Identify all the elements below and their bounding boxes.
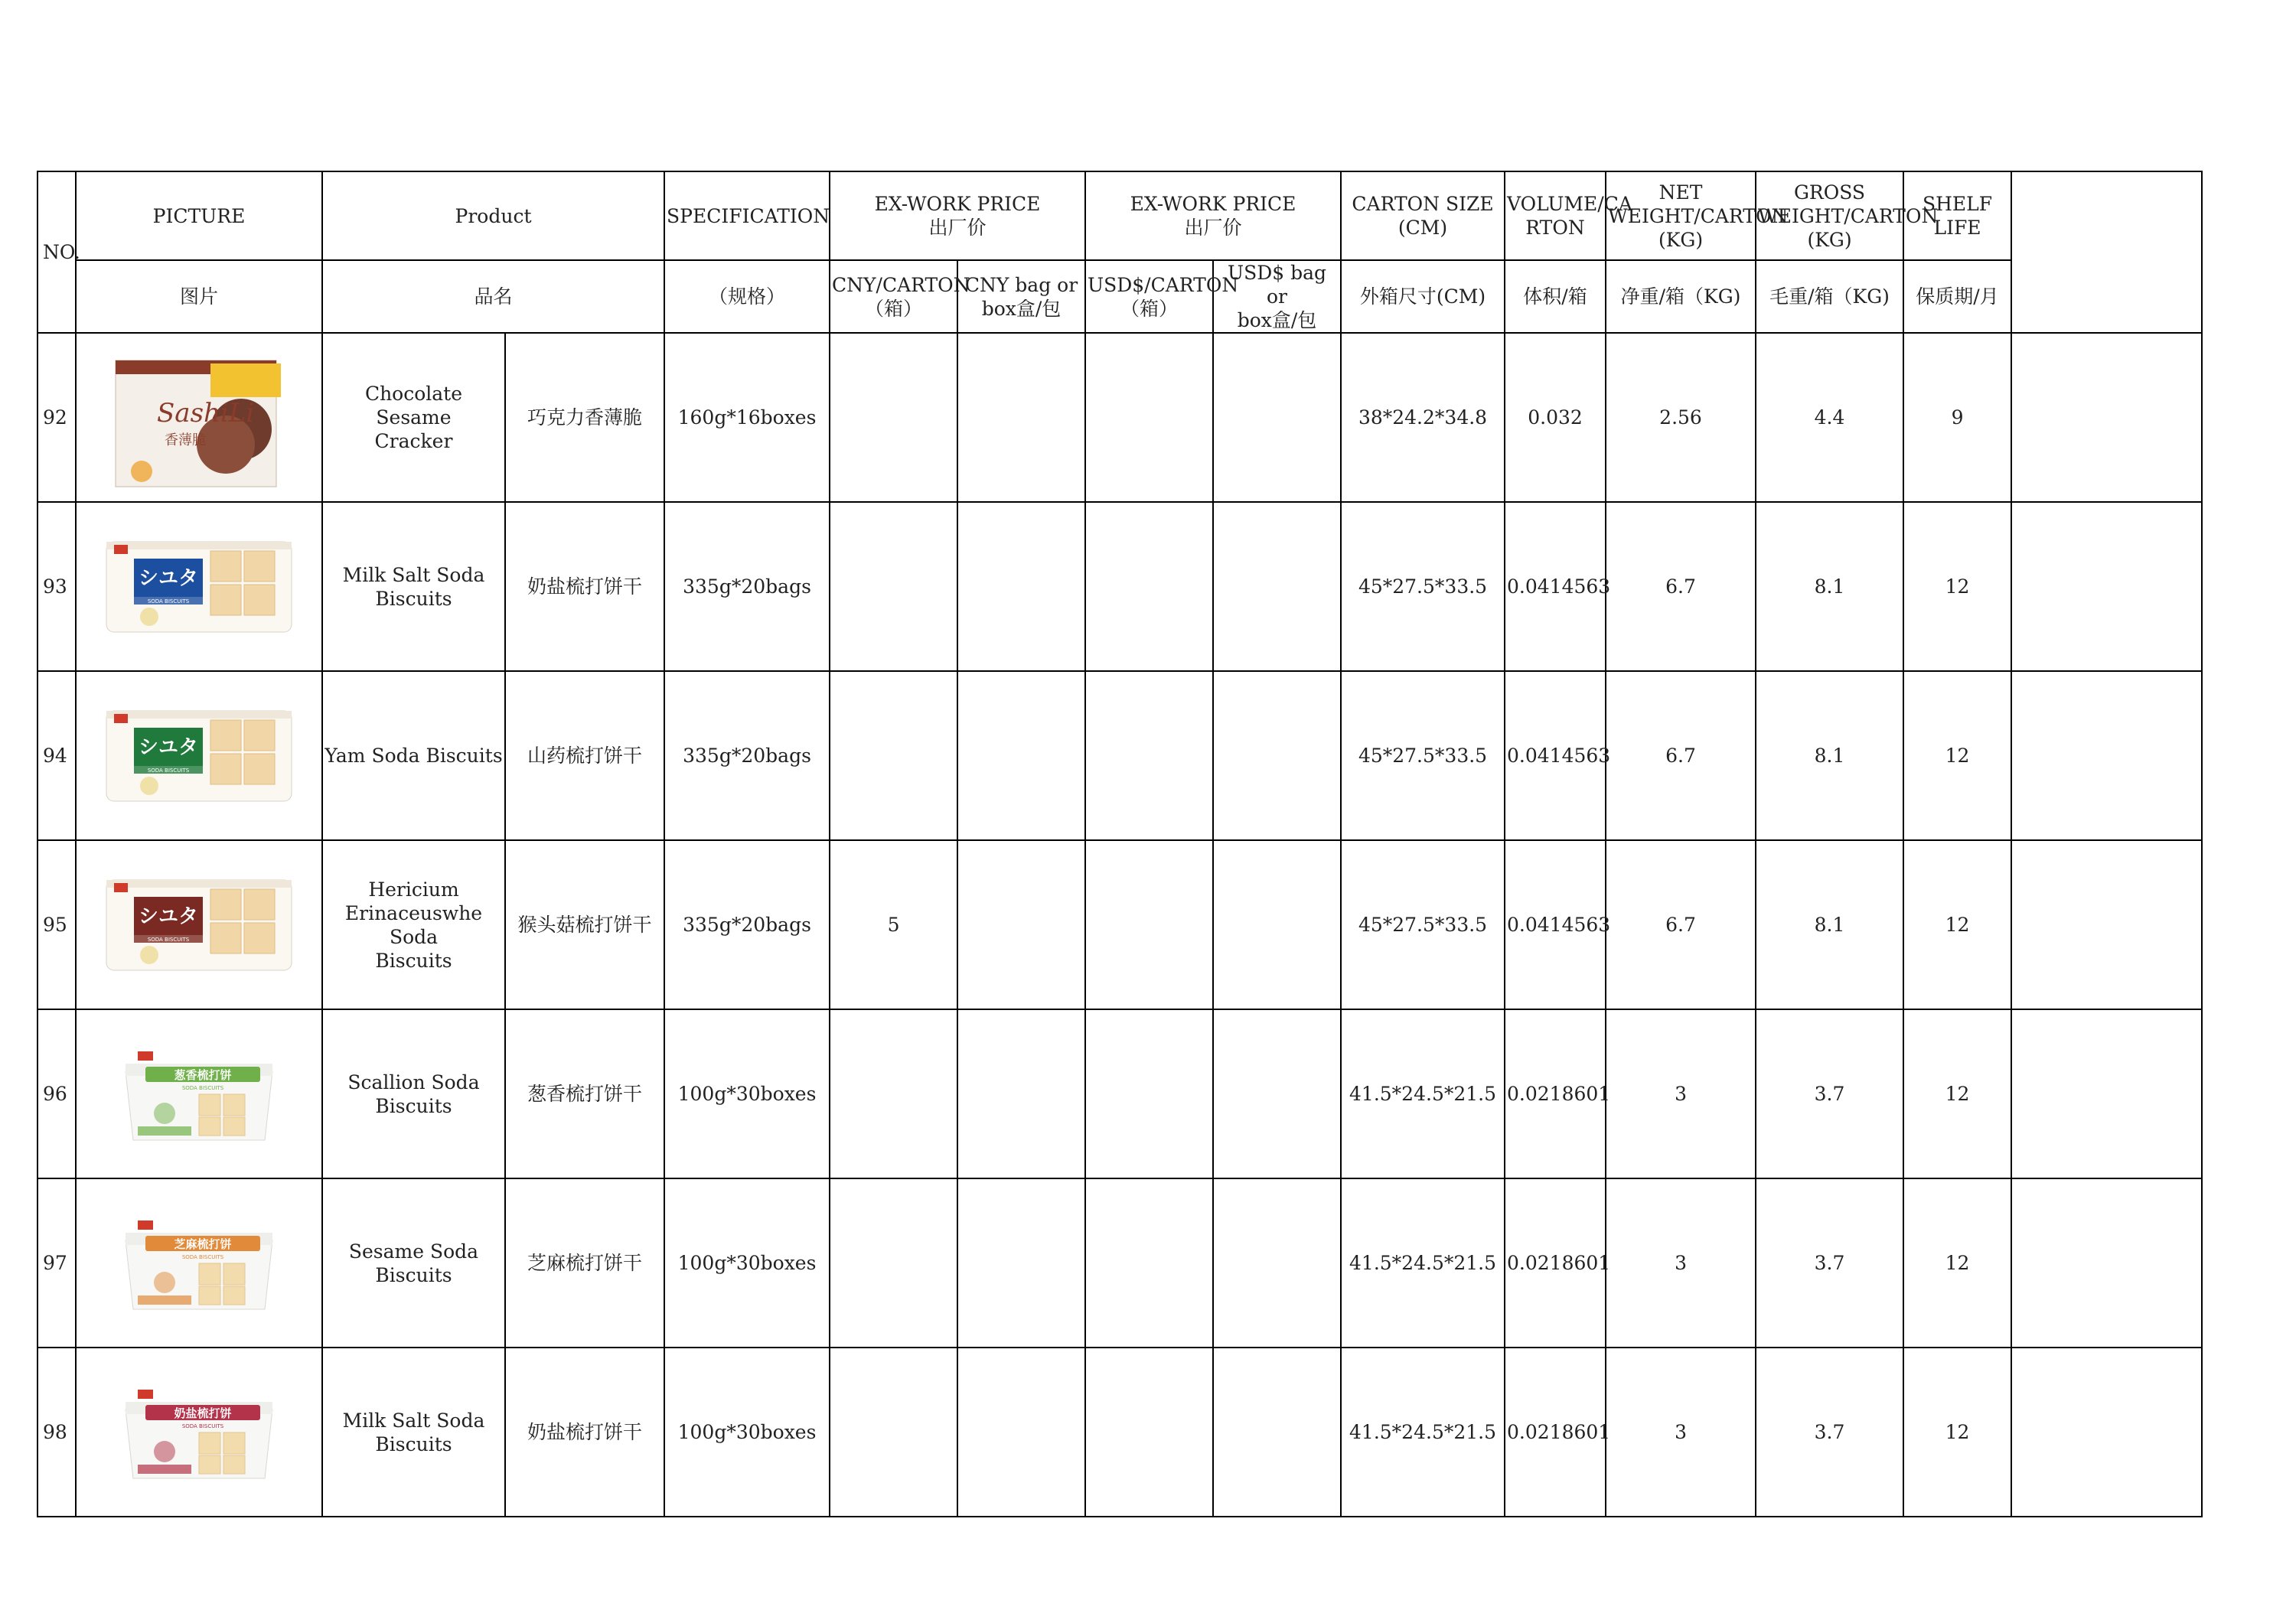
cell-cny-carton <box>830 671 957 840</box>
cell-blank <box>2011 333 2202 502</box>
cell-carton-size: 41.5*24.5*21.5 <box>1341 1009 1505 1178</box>
header-usd-carton: USD$/CARTON （箱） <box>1085 260 1213 333</box>
svg-text:SashiLi: SashiLi <box>157 397 255 429</box>
cell-shelf-life: 12 <box>1903 671 2011 840</box>
header-gross-weight: GROSS WEIGHT/CARTON (KG) <box>1756 171 1903 260</box>
cell-spec: 335g*20bags <box>664 671 830 840</box>
cell-product-en: Milk Salt Soda Biscuits <box>322 1348 505 1517</box>
cell-spec: 100g*30boxes <box>664 1009 830 1178</box>
cell-cny-bag <box>957 502 1085 671</box>
cell-cny-carton <box>830 1348 957 1517</box>
cell-carton-size: 45*27.5*33.5 <box>1341 671 1505 840</box>
cell-volume: 0.0218601 <box>1505 1009 1606 1178</box>
svg-text:シユタ: シユタ <box>138 735 199 759</box>
table-row <box>38 671 2202 840</box>
cell-blank <box>2011 671 2202 840</box>
cell-net-weight: 6.7 <box>1606 840 1756 1009</box>
svg-text:葱香梳打饼: 葱香梳打饼 <box>174 1067 232 1082</box>
cell-spec: 100g*30boxes <box>664 1348 830 1517</box>
cell-shelf-life: 12 <box>1903 1178 2011 1348</box>
header-blank <box>2011 171 2202 333</box>
header-product-cn: 品名 <box>322 260 664 333</box>
cell-usd-bag <box>1213 1178 1341 1348</box>
cell-shelf-life: 12 <box>1903 1348 2011 1517</box>
svg-text:SODA BISCUITS: SODA BISCUITS <box>181 1084 224 1091</box>
cell-spec: 335g*20bags <box>664 502 830 671</box>
header-carton-cn: 外箱尺寸(CM) <box>1341 260 1505 333</box>
cell-product-cn: 猴头菇梳打饼干 <box>505 840 664 1009</box>
product-tray-image <box>115 1379 283 1486</box>
table-row <box>38 1348 2202 1517</box>
product-tray-image <box>115 1210 283 1317</box>
cell-gross-weight: 3.7 <box>1756 1009 1903 1178</box>
header-product: Product <box>322 171 664 260</box>
cell-cny-carton <box>830 1009 957 1178</box>
cell-net-weight: 6.7 <box>1606 502 1756 671</box>
header-picture-cn: 图片 <box>76 260 322 333</box>
product-bag-image <box>103 875 295 975</box>
cell-product-cn: 巧克力香薄脆 <box>505 333 664 502</box>
cell-carton-size: 38*24.2*34.8 <box>1341 333 1505 502</box>
product-bag-image <box>103 537 295 637</box>
cell-spec: 335g*20bags <box>664 840 830 1009</box>
cell-carton-size: 41.5*24.5*21.5 <box>1341 1178 1505 1348</box>
header-net-weight: NET WEIGHT/CARTON (KG) <box>1606 171 1756 260</box>
table-row <box>38 333 2202 502</box>
svg-text:SODA BISCUITS: SODA BISCUITS <box>181 1423 224 1429</box>
cell-volume: 0.0414563 <box>1505 840 1606 1009</box>
header-net-cn: 净重/箱（KG) <box>1606 260 1756 333</box>
cell-shelf-life: 12 <box>1903 1009 2011 1178</box>
cell-gross-weight: 8.1 <box>1756 502 1903 671</box>
cell-blank <box>2011 1178 2202 1348</box>
cell-shelf-life: 12 <box>1903 840 2011 1009</box>
product-tray-image <box>115 1041 283 1148</box>
header-gross-cn: 毛重/箱（KG) <box>1756 260 1903 333</box>
cell-product-en: Hericium Erinaceuswhe Soda Biscuits <box>322 840 505 1009</box>
table-row <box>38 1178 2202 1348</box>
cell-usd-carton <box>1085 840 1213 1009</box>
cell-usd-bag <box>1213 502 1341 671</box>
cell-volume: 0.0414563 <box>1505 502 1606 671</box>
cell-product-en: Milk Salt Soda Biscuits <box>322 502 505 671</box>
svg-text:芝麻梳打饼: 芝麻梳打饼 <box>174 1237 232 1251</box>
cell-picture <box>76 671 322 840</box>
cell-usd-carton <box>1085 1178 1213 1348</box>
svg-text:シユタ: シユタ <box>138 904 199 928</box>
cell-usd-carton <box>1085 502 1213 671</box>
cell-picture <box>76 502 322 671</box>
svg-text:SODA BISCUITS: SODA BISCUITS <box>181 1253 224 1260</box>
header-usd-bag: USD$ bag or box盒/包 <box>1213 260 1341 333</box>
header-volume-cn: 体积/箱 <box>1505 260 1606 333</box>
cell-cny-bag <box>957 333 1085 502</box>
header-cny-bag: CNY bag or box盒/包 <box>957 260 1085 333</box>
svg-text:シユタ: シユタ <box>138 566 199 590</box>
svg-text:香薄脆: 香薄脆 <box>165 432 206 448</box>
cell-usd-carton <box>1085 333 1213 502</box>
svg-text:SODA BISCUITS: SODA BISCUITS <box>147 767 190 774</box>
header-row-2 <box>38 260 2202 333</box>
cell-cny-carton: 5 <box>830 840 957 1009</box>
cell-shelf-life: 9 <box>1903 333 2011 502</box>
header-picture: PICTURE <box>76 171 322 260</box>
product-bag-image <box>103 706 295 806</box>
svg-text:SODA BISCUITS: SODA BISCUITS <box>147 936 190 943</box>
cell-usd-carton <box>1085 1009 1213 1178</box>
header-shelf-life: SHELF LIFE <box>1903 171 2011 260</box>
price-table <box>37 171 2203 1517</box>
cell-gross-weight: 3.7 <box>1756 1178 1903 1348</box>
table-row <box>38 840 2202 1009</box>
header-shelf-cn: 保质期/月 <box>1903 260 2011 333</box>
svg-text:奶盐梳打饼: 奶盐梳打饼 <box>174 1406 232 1420</box>
cell-blank <box>2011 502 2202 671</box>
cell-net-weight: 3 <box>1606 1009 1756 1178</box>
cell-usd-bag <box>1213 671 1341 840</box>
cell-cny-bag <box>957 671 1085 840</box>
cell-gross-weight: 8.1 <box>1756 840 1903 1009</box>
cell-usd-bag <box>1213 1348 1341 1517</box>
cell-no: 94 <box>38 671 76 840</box>
header-carton-size: CARTON SIZE (CM) <box>1341 171 1505 260</box>
cell-net-weight: 3 <box>1606 1348 1756 1517</box>
header-exw-usd: EX-WORK PRICE 出厂价 <box>1085 171 1341 260</box>
cell-usd-bag <box>1213 840 1341 1009</box>
cell-cny-bag <box>957 1178 1085 1348</box>
header-no: NO. <box>38 171 76 333</box>
cell-blank <box>2011 840 2202 1009</box>
cell-product-en: Scallion Soda Biscuits <box>322 1009 505 1178</box>
cell-picture <box>76 840 322 1009</box>
cell-picture <box>76 333 322 502</box>
header-spec: SPECIFICATION <box>664 171 830 260</box>
cell-product-en: Chocolate Sesame Cracker <box>322 333 505 502</box>
cell-cny-carton <box>830 333 957 502</box>
header-row-1 <box>38 171 2202 260</box>
cell-product-cn: 奶盐梳打饼干 <box>505 502 664 671</box>
cell-blank <box>2011 1009 2202 1178</box>
cell-product-cn: 芝麻梳打饼干 <box>505 1178 664 1348</box>
cell-net-weight: 2.56 <box>1606 333 1756 502</box>
table-row <box>38 1009 2202 1178</box>
cell-gross-weight: 3.7 <box>1756 1348 1903 1517</box>
cell-product-cn: 葱香梳打饼干 <box>505 1009 664 1178</box>
cell-carton-size: 41.5*24.5*21.5 <box>1341 1348 1505 1517</box>
cell-gross-weight: 4.4 <box>1756 333 1903 502</box>
cell-picture <box>76 1009 322 1178</box>
table-row <box>38 502 2202 671</box>
cell-spec: 160g*16boxes <box>664 333 830 502</box>
cell-picture <box>76 1348 322 1517</box>
header-spec-cn: （规格） <box>664 260 830 333</box>
cell-volume: 0.0218601 <box>1505 1348 1606 1517</box>
header-cny-carton: CNY/CARTON （箱） <box>830 260 957 333</box>
header-exw-cny: EX-WORK PRICE 出厂价 <box>830 171 1085 260</box>
cell-picture <box>76 1178 322 1348</box>
cell-product-cn: 奶盐梳打饼干 <box>505 1348 664 1517</box>
cell-spec: 100g*30boxes <box>664 1178 830 1348</box>
cell-no: 96 <box>38 1009 76 1178</box>
cell-blank <box>2011 1348 2202 1517</box>
cell-cny-bag <box>957 1009 1085 1178</box>
product-box-image <box>111 345 287 490</box>
cell-usd-carton <box>1085 671 1213 840</box>
cell-no: 97 <box>38 1178 76 1348</box>
cell-net-weight: 3 <box>1606 1178 1756 1348</box>
cell-cny-bag <box>957 840 1085 1009</box>
cell-carton-size: 45*27.5*33.5 <box>1341 502 1505 671</box>
cell-cny-bag <box>957 1348 1085 1517</box>
cell-volume: 0.032 <box>1505 333 1606 502</box>
cell-usd-bag <box>1213 1009 1341 1178</box>
cell-no: 92 <box>38 333 76 502</box>
cell-volume: 0.0414563 <box>1505 671 1606 840</box>
svg-text:SODA BISCUITS: SODA BISCUITS <box>147 598 190 605</box>
cell-cny-carton <box>830 502 957 671</box>
cell-product-cn: 山药梳打饼干 <box>505 671 664 840</box>
cell-carton-size: 45*27.5*33.5 <box>1341 840 1505 1009</box>
header-volume: VOLUME/CA RTON <box>1505 171 1606 260</box>
cell-usd-carton <box>1085 1348 1213 1517</box>
cell-cny-carton <box>830 1178 957 1348</box>
cell-product-en: Sesame Soda Biscuits <box>322 1178 505 1348</box>
cell-no: 93 <box>38 502 76 671</box>
cell-gross-weight: 8.1 <box>1756 671 1903 840</box>
cell-usd-bag <box>1213 333 1341 502</box>
cell-shelf-life: 12 <box>1903 502 2011 671</box>
cell-net-weight: 6.7 <box>1606 671 1756 840</box>
cell-no: 95 <box>38 840 76 1009</box>
cell-volume: 0.0218601 <box>1505 1178 1606 1348</box>
cell-product-en: Yam Soda Biscuits <box>322 671 505 840</box>
cell-no: 98 <box>38 1348 76 1517</box>
